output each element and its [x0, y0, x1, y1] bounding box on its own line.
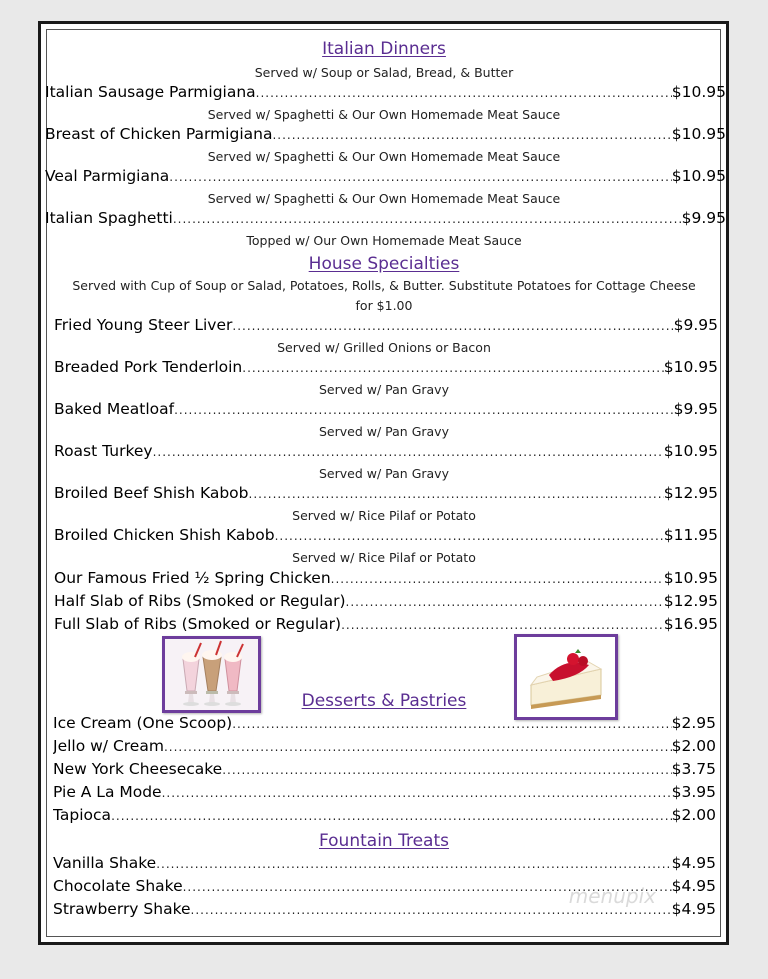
house-specialties-title: House Specialties	[308, 254, 460, 274]
menu-item: Veal Parmigiana ..... $10.95	[45, 167, 726, 185]
menu-item: Italian Sausage Parmigiana ..... $10.95	[45, 83, 726, 101]
menu-item: Breast of Chicken Parmigiana ..... $10.95	[45, 125, 726, 143]
menu-item: Half Slab of Ribs (Smoked or Regular) ..... $12.95	[54, 592, 718, 610]
italian-intro-note: Served w/ Soup or Salad, Bread, & Butter	[254, 65, 514, 80]
menu-item: Breaded Pork Tenderloin ..... $10.95	[54, 358, 718, 376]
menu-item: Tapioca ..... $2.00	[53, 806, 716, 824]
desserts-pastries-title: Desserts & Pastries	[301, 691, 467, 711]
italian-dinners-title: Italian Dinners	[322, 39, 446, 59]
house-intro-note: Served with Cup of Soup or Salad, Potatoes, Rolls, & Butter. Substitute Potatoes for Cottage Cheese for $1.00	[72, 278, 696, 313]
menu-item: New York Cheesecake ..... $3.75	[53, 760, 716, 778]
item-note: Served w/ Pan Gravy	[319, 466, 449, 481]
item-note: Served w/ Spaghetti & Our Own Homemade Meat Sauce	[207, 149, 561, 164]
item-note: Served w/ Rice Pilaf or Potato	[292, 508, 476, 523]
menu-item: Pie A La Mode ..... $3.95	[53, 783, 716, 801]
menu-item: Roast Turkey ..... $10.95	[54, 442, 718, 460]
menu-item: Our Famous Fried ½ Spring Chicken ..... $10.95	[54, 569, 718, 587]
item-note: Served w/ Pan Gravy	[319, 382, 449, 397]
item-note: Served w/ Pan Gravy	[319, 424, 449, 439]
menu-item: Vanilla Shake ..... $4.95	[53, 854, 716, 872]
menu-item: Chocolate Shake ..... $4.95	[53, 877, 716, 895]
menu-item: Strawberry Shake ..... $4.95	[53, 900, 716, 918]
menu-item: Ice Cream (One Scoop) ..... $2.95	[53, 714, 716, 732]
item-note: Served w/ Spaghetti & Our Own Homemade Meat Sauce	[207, 191, 561, 206]
menu-item: Italian Spaghetti ..... $9.95	[45, 209, 726, 227]
item-note: Topped w/ Our Own Homemade Meat Sauce	[246, 233, 522, 248]
watermark: menupix	[568, 884, 656, 908]
menu-item: Broiled Beef Shish Kabob ..... $12.95	[54, 484, 718, 502]
menu-item: Jello w/ Cream ..... $2.00	[53, 737, 716, 755]
item-note: Served w/ Rice Pilaf or Potato	[292, 550, 476, 565]
menu-item: Baked Meatloaf ..... $9.95	[54, 400, 718, 418]
menu-item: Broiled Chicken Shish Kabob ..... $11.95	[54, 526, 718, 544]
item-note: Served w/ Grilled Onions or Bacon	[277, 340, 491, 355]
menu-item: Fried Young Steer Liver ..... $9.95	[54, 316, 718, 334]
item-note: Served w/ Spaghetti & Our Own Homemade Meat Sauce	[207, 107, 561, 122]
fountain-treats-title: Fountain Treats	[318, 831, 449, 851]
menu-item: Full Slab of Ribs (Smoked or Regular) ..... $16.95	[54, 615, 718, 633]
